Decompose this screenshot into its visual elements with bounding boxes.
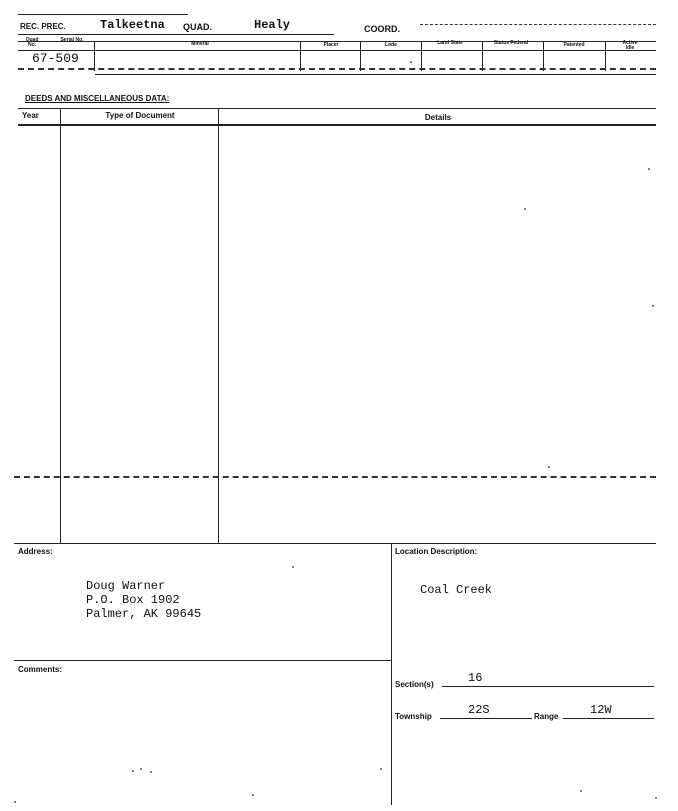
patented-header: Patented	[563, 42, 585, 48]
header-rule-left	[18, 34, 334, 35]
rec-prec-label: REC. PREC.	[20, 22, 66, 31]
deeds-bottom-rule	[14, 543, 656, 544]
deeds-top-rule	[18, 108, 656, 109]
quad-value: Healy	[254, 18, 291, 32]
coord-label: COORD.	[364, 24, 400, 34]
rec-prec-value: Talkeetna	[100, 18, 165, 32]
record-bottom-rule	[95, 74, 656, 75]
scan-speck	[548, 466, 550, 468]
address-label: Address:	[18, 547, 53, 556]
lode-header: Lode	[385, 42, 397, 48]
serial-no-header: Serial No.	[60, 37, 84, 43]
address-location-divider	[391, 543, 392, 805]
scan-speck	[652, 305, 654, 307]
scan-speck	[580, 790, 582, 792]
coord-dashed-line	[420, 24, 656, 25]
details-col-header: Details	[424, 113, 452, 122]
scan-speck	[292, 566, 294, 568]
record-number: 67-509	[32, 51, 79, 66]
quad-no-header: Quad No.	[25, 37, 39, 48]
scan-speck	[648, 168, 650, 170]
township-value: 22S	[468, 703, 490, 717]
township-underline	[440, 718, 532, 719]
record-dashed-rule	[18, 68, 656, 70]
column-header-bottom-rule	[18, 50, 656, 51]
address-line-3: Palmer, AK 99645	[86, 607, 202, 621]
section-underline	[442, 686, 654, 687]
scan-speck	[252, 794, 254, 796]
header-top-rule	[18, 14, 188, 15]
scan-speck	[150, 771, 152, 773]
address-line-2: P.O. Box 1902	[86, 593, 180, 607]
location-description-value: Coal Creek	[420, 583, 493, 597]
type-col-header: Type of Document	[105, 111, 175, 120]
address-line-1: Doug Warner	[86, 579, 166, 593]
quad-label: QUAD.	[183, 22, 212, 32]
mineral-header: Mineral	[191, 41, 209, 47]
comments-label: Comments:	[18, 665, 63, 674]
scan-speck	[14, 801, 16, 803]
comments-top-rule	[14, 660, 391, 661]
land-col-divider	[421, 41, 422, 71]
location-description-label: Location Description:	[395, 547, 478, 556]
deeds-section-title: DEEDS AND MISCELLANEOUS DATA:	[25, 94, 170, 103]
lode-col-divider	[360, 41, 361, 71]
deeds-header-rule	[18, 124, 656, 126]
scan-speck	[132, 770, 134, 772]
status-federal-header: Status Federal	[493, 40, 529, 46]
placer-header: Placer	[323, 42, 339, 48]
placer-col-divider	[300, 41, 301, 71]
mineral-col-divider	[94, 41, 95, 71]
scan-speck	[140, 768, 142, 770]
township-label: Township	[395, 712, 432, 721]
range-underline	[563, 718, 654, 719]
active-idle-header: Active Idle	[622, 40, 638, 51]
active-col-divider	[605, 41, 606, 71]
section-label: Section(s)	[395, 680, 434, 689]
section-value: 16	[468, 671, 483, 685]
status-col-divider	[482, 41, 483, 71]
range-label: Range	[534, 712, 559, 721]
scan-speck	[380, 768, 382, 770]
range-value: 12W	[590, 703, 612, 717]
land-state-header: Land State	[437, 40, 463, 46]
scan-speck	[655, 797, 657, 799]
scan-speck	[524, 208, 526, 210]
patented-col-divider	[543, 41, 544, 71]
lode-mark	[410, 61, 412, 63]
deeds-dashed-rule	[14, 476, 656, 478]
year-col-header: Year	[22, 111, 39, 120]
